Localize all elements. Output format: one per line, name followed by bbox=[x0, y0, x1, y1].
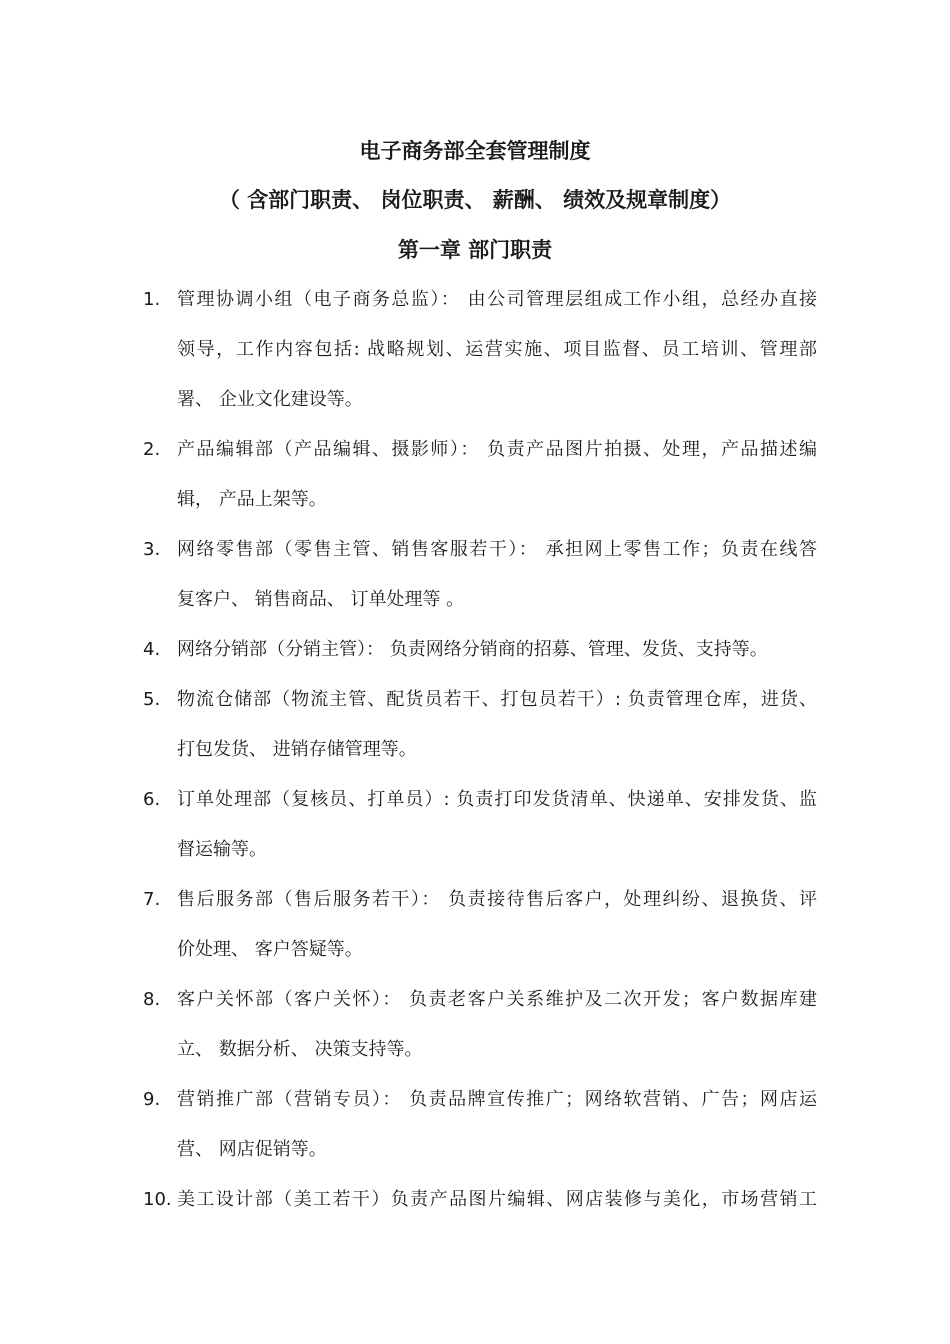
list-item-number: 6. bbox=[143, 789, 161, 810]
list-item-text-line: 物流仓储部（物流主管、配货员若干、打包员若干）: 负责管理仓库，进货、 bbox=[177, 689, 817, 710]
list-item-text-line: 督运输等。 bbox=[177, 839, 267, 860]
list-item-text-line: 复客户、 销售商品、 订单处理等 。 bbox=[177, 589, 465, 610]
list-item-text-line: 订单处理部（复核员、打单员）: 负责打印发货清单、快递单、安排发货、监 bbox=[177, 789, 817, 810]
list-item-text-line: 打包发货、 进销存储管理等。 bbox=[177, 739, 417, 760]
list-item-number: 4. bbox=[143, 639, 161, 660]
list-item-number: 3. bbox=[143, 539, 161, 560]
list-item-text-line: 营、 网店促销等。 bbox=[177, 1139, 327, 1160]
list-item-text-line: 领导，工作内容包括: 战略规划、运营实施、项目监督、员工培训、管理部 bbox=[177, 339, 817, 360]
chapter-heading: 第一章 部门职责 bbox=[397, 238, 553, 262]
list-item-text-line: 网络分销部（分销主管）： 负责网络分销商的招募、管理、发货、支持等。 bbox=[177, 639, 768, 660]
list-item-number: 2. bbox=[143, 439, 161, 460]
list-item-text-line: 价处理、 客户答疑等。 bbox=[177, 939, 363, 960]
list-item-number: 7. bbox=[143, 889, 161, 910]
list-item-text-line: 售后服务部（售后服务若干）： 负责接待售后客户，处理纠纷、退换货、评 bbox=[177, 889, 817, 910]
list-item-text-line: 立、 数据分析、 决策支持等。 bbox=[177, 1039, 423, 1060]
list-item-text-line: 署、 企业文化建设等。 bbox=[177, 389, 363, 410]
list-item-text-line: 美工设计部（美工若干）负责产品图片编辑、网店装修与美化，市场营销工 bbox=[177, 1189, 817, 1210]
document-subtitle: （ 含部门职责、 岗位职责、 薪酬、 绩效及规章制度） bbox=[218, 188, 732, 212]
document-title: 电子商务部全套管理制度 bbox=[359, 139, 591, 163]
list-item-number: 9. bbox=[143, 1089, 161, 1110]
list-item-text-line: 管理协调小组（电子商务总监）： 由公司管理层组成工作小组，总经办直接 bbox=[177, 289, 817, 310]
list-item-number: 10. bbox=[143, 1189, 172, 1210]
list-item-text-line: 客户关怀部（客户关怀）： 负责老客户关系维护及二次开发；客户数据库建 bbox=[177, 989, 817, 1010]
list-item-text-line: 产品编辑部（产品编辑、摄影师）： 负责产品图片拍摄、处理，产品描述编 bbox=[177, 439, 817, 460]
list-item-number: 1. bbox=[143, 289, 161, 310]
list-item-text-line: 辑， 产品上架等。 bbox=[177, 489, 327, 510]
list-item-number: 8. bbox=[143, 989, 161, 1010]
list-item-number: 5. bbox=[143, 689, 161, 710]
list-item-text-line: 网络零售部（零售主管、销售客服若干）： 承担网上零售工作；负责在线答 bbox=[177, 539, 817, 560]
list-item-text-line: 营销推广部（营销专员）： 负责品牌宣传推广；网络软营销、广告；网店运 bbox=[177, 1089, 817, 1110]
